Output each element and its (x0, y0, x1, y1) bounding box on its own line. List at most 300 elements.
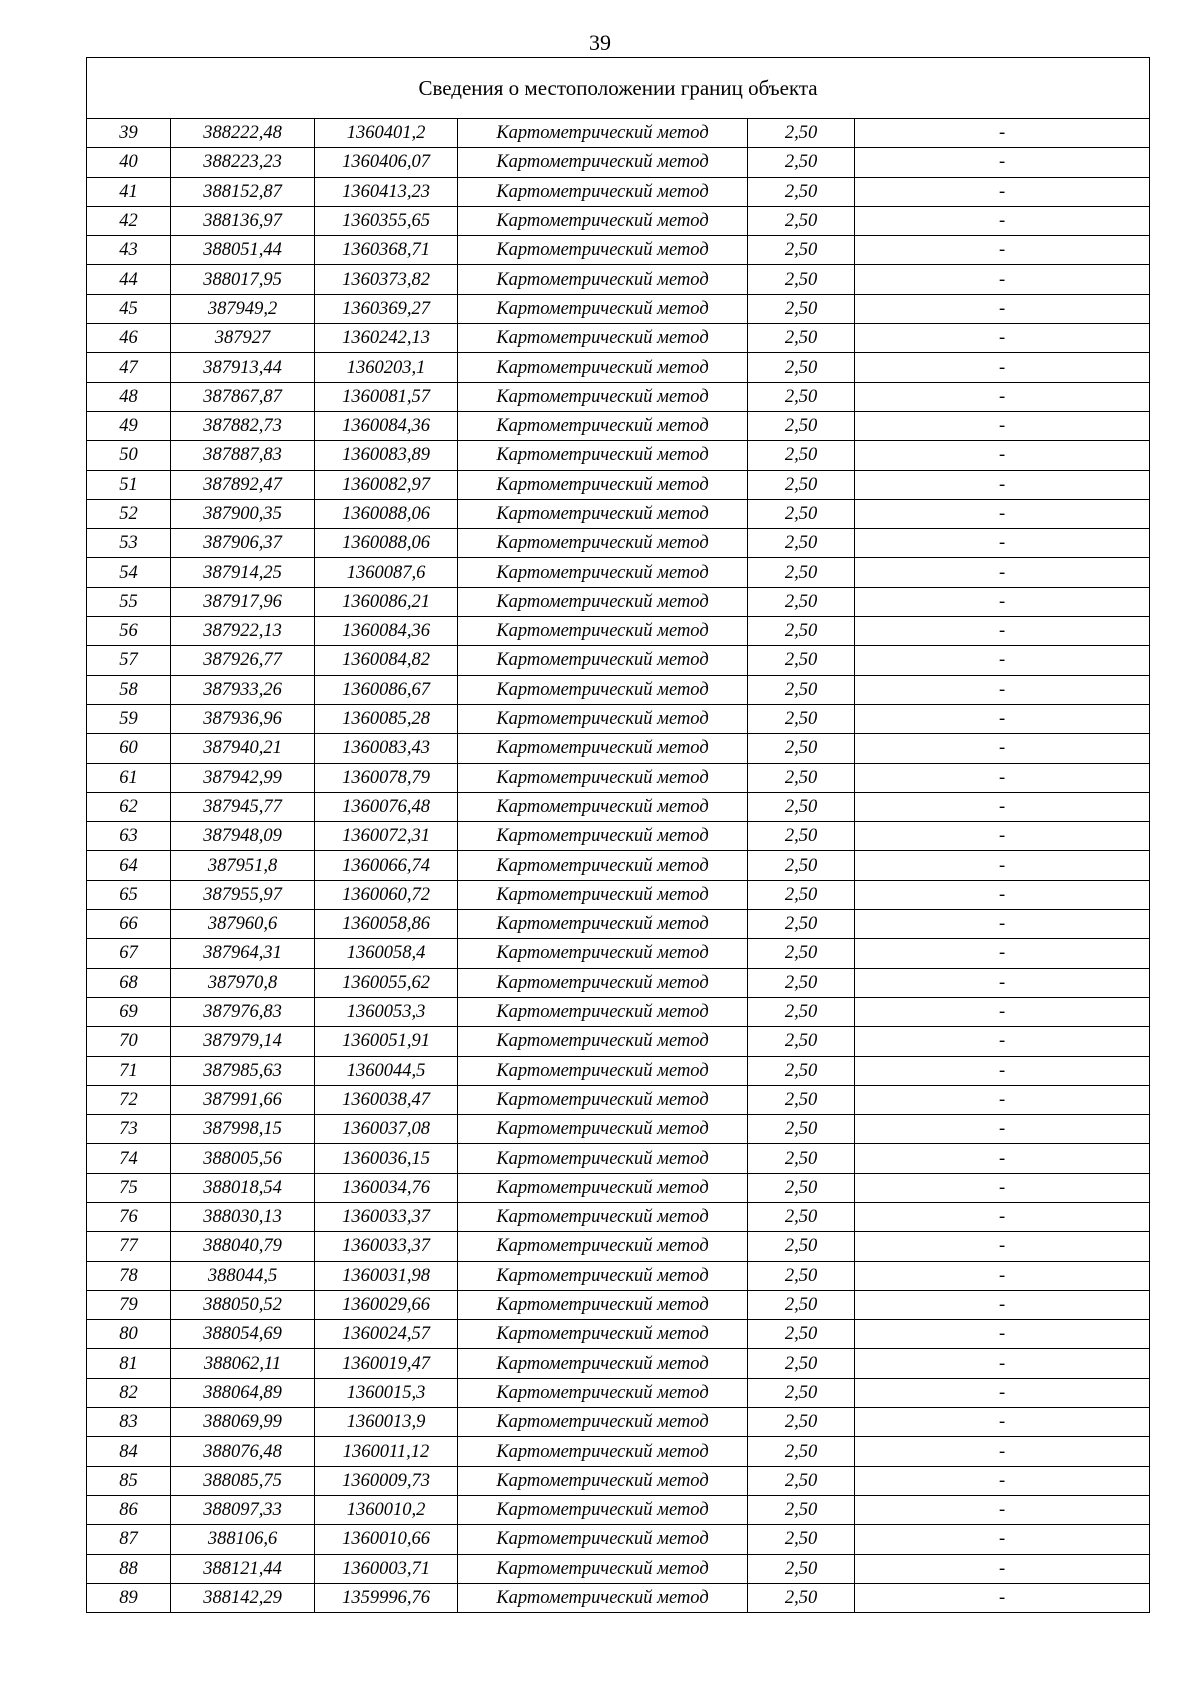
coordinate-y-cell: 1360058,4 (315, 939, 458, 968)
point-number-cell: 63 (87, 822, 171, 851)
table-row (87, 1525, 1150, 1554)
coordinate-y-cell: 1360060,72 (315, 880, 458, 909)
method-cell: Картометрический метод (458, 1173, 748, 1202)
point-number-cell: 43 (87, 236, 171, 265)
accuracy-cell: 2,50 (748, 1525, 855, 1554)
point-number-cell: 53 (87, 529, 171, 558)
accuracy-cell: 2,50 (748, 1115, 855, 1144)
coordinate-x-cell: 388018,54 (171, 1173, 315, 1202)
coordinate-y-cell: 1360009,73 (315, 1466, 458, 1495)
coordinate-y-cell: 1360033,37 (315, 1232, 458, 1261)
note-cell: - (855, 734, 1150, 763)
coordinate-x-cell: 388040,79 (171, 1232, 315, 1261)
method-cell: Картометрический метод (458, 997, 748, 1026)
method-cell: Картометрический метод (458, 265, 748, 294)
point-number-cell: 51 (87, 470, 171, 499)
method-cell: Картометрический метод (458, 1378, 748, 1407)
point-number-cell: 86 (87, 1495, 171, 1524)
coordinate-y-cell: 1360011,12 (315, 1437, 458, 1466)
note-cell: - (855, 1466, 1150, 1495)
boundary-coordinates-table (86, 57, 1150, 1613)
method-cell: Картометрический метод (458, 968, 748, 997)
table-row (87, 675, 1150, 704)
point-number-cell: 82 (87, 1378, 171, 1407)
coordinate-x-cell: 388050,52 (171, 1290, 315, 1319)
note-cell: - (855, 529, 1150, 558)
accuracy-cell: 2,50 (748, 1408, 855, 1437)
accuracy-cell: 2,50 (748, 1056, 855, 1085)
coordinate-x-cell: 388030,13 (171, 1202, 315, 1231)
table-row (87, 617, 1150, 646)
accuracy-cell: 2,50 (748, 470, 855, 499)
coordinate-x-cell: 388064,89 (171, 1378, 315, 1407)
accuracy-cell: 2,50 (748, 1232, 855, 1261)
coordinate-x-cell: 387964,31 (171, 939, 315, 968)
accuracy-cell: 2,50 (748, 617, 855, 646)
table-row (87, 646, 1150, 675)
point-number-cell: 58 (87, 675, 171, 704)
accuracy-cell: 2,50 (748, 558, 855, 587)
accuracy-cell: 2,50 (748, 910, 855, 939)
table-row (87, 441, 1150, 470)
coordinate-y-cell: 1360058,86 (315, 910, 458, 939)
coordinate-y-cell: 1360034,76 (315, 1173, 458, 1202)
note-cell: - (855, 558, 1150, 587)
coordinate-x-cell: 388051,44 (171, 236, 315, 265)
table-row (87, 1085, 1150, 1114)
point-number-cell: 88 (87, 1554, 171, 1583)
note-cell: - (855, 851, 1150, 880)
coordinate-y-cell: 1360203,1 (315, 353, 458, 382)
method-cell: Картометрический метод (458, 1525, 748, 1554)
coordinate-x-cell: 387970,8 (171, 968, 315, 997)
point-number-cell: 69 (87, 997, 171, 1026)
coordinate-x-cell: 388222,48 (171, 119, 315, 148)
accuracy-cell: 2,50 (748, 1290, 855, 1319)
method-cell: Картометрический метод (458, 851, 748, 880)
method-cell: Картометрический метод (458, 1056, 748, 1085)
coordinate-y-cell: 1360368,71 (315, 236, 458, 265)
note-cell: - (855, 617, 1150, 646)
coordinate-y-cell: 1360242,13 (315, 324, 458, 353)
table-row (87, 1349, 1150, 1378)
accuracy-cell: 2,50 (748, 1085, 855, 1114)
point-number-cell: 55 (87, 587, 171, 616)
table-row (87, 1027, 1150, 1056)
note-cell: - (855, 997, 1150, 1026)
accuracy-cell: 2,50 (748, 177, 855, 206)
point-number-cell: 65 (87, 880, 171, 909)
note-cell: - (855, 265, 1150, 294)
coordinate-x-cell: 387991,66 (171, 1085, 315, 1114)
coordinate-y-cell: 1360044,5 (315, 1056, 458, 1085)
method-cell: Картометрический метод (458, 763, 748, 792)
point-number-cell: 57 (87, 646, 171, 675)
accuracy-cell: 2,50 (748, 148, 855, 177)
point-number-cell: 40 (87, 148, 171, 177)
coordinate-x-cell: 388076,48 (171, 1437, 315, 1466)
note-cell: - (855, 910, 1150, 939)
note-cell: - (855, 1085, 1150, 1114)
coordinate-x-cell: 388044,5 (171, 1261, 315, 1290)
coordinate-x-cell: 387926,77 (171, 646, 315, 675)
point-number-cell: 75 (87, 1173, 171, 1202)
boundary-table-container (86, 57, 1149, 1613)
accuracy-cell: 2,50 (748, 880, 855, 909)
note-cell: - (855, 1408, 1150, 1437)
note-cell: - (855, 1437, 1150, 1466)
accuracy-cell: 2,50 (748, 1378, 855, 1407)
note-cell: - (855, 382, 1150, 411)
note-cell: - (855, 1232, 1150, 1261)
point-number-cell: 70 (87, 1027, 171, 1056)
coordinate-y-cell: 1360369,27 (315, 294, 458, 323)
point-number-cell: 47 (87, 353, 171, 382)
coordinate-x-cell: 387887,83 (171, 441, 315, 470)
coordinate-x-cell: 387945,77 (171, 792, 315, 821)
note-cell: - (855, 880, 1150, 909)
accuracy-cell: 2,50 (748, 675, 855, 704)
coordinate-y-cell: 1360082,97 (315, 470, 458, 499)
point-number-cell: 83 (87, 1408, 171, 1437)
method-cell: Картометрический метод (458, 1583, 748, 1612)
note-cell: - (855, 470, 1150, 499)
method-cell: Картометрический метод (458, 1085, 748, 1114)
method-cell: Картометрический метод (458, 880, 748, 909)
method-cell: Картометрический метод (458, 529, 748, 558)
note-cell: - (855, 939, 1150, 968)
coordinate-x-cell: 387927 (171, 324, 315, 353)
coordinate-y-cell: 1360051,91 (315, 1027, 458, 1056)
table-row (87, 353, 1150, 382)
method-cell: Картометрический метод (458, 1027, 748, 1056)
note-cell: - (855, 1144, 1150, 1173)
point-number-cell: 46 (87, 324, 171, 353)
point-number-cell: 76 (87, 1202, 171, 1231)
point-number-cell: 71 (87, 1056, 171, 1085)
point-number-cell: 66 (87, 910, 171, 939)
table-title: Сведения о местоположении границ объекта (87, 58, 1150, 119)
coordinate-x-cell: 388005,56 (171, 1144, 315, 1173)
point-number-cell: 72 (87, 1085, 171, 1114)
point-number-cell: 61 (87, 763, 171, 792)
point-number-cell: 89 (87, 1583, 171, 1612)
coordinate-x-cell: 387998,15 (171, 1115, 315, 1144)
coordinate-y-cell: 1360019,47 (315, 1349, 458, 1378)
point-number-cell: 56 (87, 617, 171, 646)
coordinate-y-cell: 1360010,66 (315, 1525, 458, 1554)
coordinate-x-cell: 388152,87 (171, 177, 315, 206)
accuracy-cell: 2,50 (748, 1202, 855, 1231)
point-number-cell: 49 (87, 411, 171, 440)
coordinate-y-cell: 1360084,36 (315, 411, 458, 440)
method-cell: Картометрический метод (458, 1437, 748, 1466)
note-cell: - (855, 1115, 1150, 1144)
method-cell: Картометрический метод (458, 1202, 748, 1231)
accuracy-cell: 2,50 (748, 499, 855, 528)
method-cell: Картометрический метод (458, 646, 748, 675)
point-number-cell: 81 (87, 1349, 171, 1378)
accuracy-cell: 2,50 (748, 646, 855, 675)
note-cell: - (855, 1173, 1150, 1202)
table-row (87, 822, 1150, 851)
coordinate-y-cell: 1360055,62 (315, 968, 458, 997)
note-cell: - (855, 792, 1150, 821)
note-cell: - (855, 1349, 1150, 1378)
coordinate-x-cell: 387948,09 (171, 822, 315, 851)
method-cell: Картометрический метод (458, 675, 748, 704)
note-cell: - (855, 1525, 1150, 1554)
table-row (87, 499, 1150, 528)
coordinate-y-cell: 1360038,47 (315, 1085, 458, 1114)
table-row (87, 1437, 1150, 1466)
note-cell: - (855, 1202, 1150, 1231)
accuracy-cell: 2,50 (748, 1349, 855, 1378)
table-row (87, 1466, 1150, 1495)
point-number-cell: 50 (87, 441, 171, 470)
method-cell: Картометрический метод (458, 558, 748, 587)
accuracy-cell: 2,50 (748, 1144, 855, 1173)
coordinate-y-cell: 1360083,89 (315, 441, 458, 470)
point-number-cell: 52 (87, 499, 171, 528)
accuracy-cell: 2,50 (748, 382, 855, 411)
note-cell: - (855, 587, 1150, 616)
coordinate-x-cell: 387933,26 (171, 675, 315, 704)
note-cell: - (855, 646, 1150, 675)
table-row (87, 324, 1150, 353)
accuracy-cell: 2,50 (748, 792, 855, 821)
coordinate-x-cell: 387867,87 (171, 382, 315, 411)
point-number-cell: 39 (87, 119, 171, 148)
accuracy-cell: 2,50 (748, 206, 855, 235)
accuracy-cell: 2,50 (748, 1495, 855, 1524)
coordinate-x-cell: 387914,25 (171, 558, 315, 587)
point-number-cell: 44 (87, 265, 171, 294)
table-row (87, 119, 1150, 148)
table-row (87, 1261, 1150, 1290)
note-cell: - (855, 1495, 1150, 1524)
accuracy-cell: 2,50 (748, 441, 855, 470)
table-row (87, 148, 1150, 177)
method-cell: Картометрический метод (458, 1261, 748, 1290)
method-cell: Картометрический метод (458, 441, 748, 470)
coordinate-x-cell: 387917,96 (171, 587, 315, 616)
table-row (87, 1056, 1150, 1085)
table-row (87, 851, 1150, 880)
coordinate-x-cell: 387892,47 (171, 470, 315, 499)
table-row (87, 997, 1150, 1026)
method-cell: Картометрический метод (458, 148, 748, 177)
method-cell: Картометрический метод (458, 499, 748, 528)
coordinate-x-cell: 388223,23 (171, 148, 315, 177)
coordinate-y-cell: 1360373,82 (315, 265, 458, 294)
note-cell: - (855, 294, 1150, 323)
coordinate-x-cell: 387985,63 (171, 1056, 315, 1085)
note-cell: - (855, 1320, 1150, 1349)
method-cell: Картометрический метод (458, 177, 748, 206)
table-caption-row (87, 58, 1150, 119)
coordinate-y-cell: 1360024,57 (315, 1320, 458, 1349)
table-row (87, 1232, 1150, 1261)
coordinate-x-cell: 387913,44 (171, 353, 315, 382)
note-cell: - (855, 1290, 1150, 1319)
table-body (87, 119, 1150, 1613)
point-number-cell: 54 (87, 558, 171, 587)
accuracy-cell: 2,50 (748, 236, 855, 265)
accuracy-cell: 2,50 (748, 587, 855, 616)
note-cell: - (855, 763, 1150, 792)
table-row (87, 1554, 1150, 1583)
method-cell: Картометрический метод (458, 1320, 748, 1349)
coordinate-x-cell: 388142,29 (171, 1583, 315, 1612)
accuracy-cell: 2,50 (748, 1466, 855, 1495)
accuracy-cell: 2,50 (748, 1437, 855, 1466)
note-cell: - (855, 177, 1150, 206)
coordinate-x-cell: 387940,21 (171, 734, 315, 763)
coordinate-x-cell: 387951,8 (171, 851, 315, 880)
accuracy-cell: 2,50 (748, 119, 855, 148)
table-row (87, 177, 1150, 206)
table-row (87, 558, 1150, 587)
table-row (87, 1202, 1150, 1231)
point-number-cell: 42 (87, 206, 171, 235)
method-cell: Картометрический метод (458, 704, 748, 733)
table-row (87, 1378, 1150, 1407)
coordinate-y-cell: 1360036,15 (315, 1144, 458, 1173)
coordinate-x-cell: 388085,75 (171, 1466, 315, 1495)
point-number-cell: 80 (87, 1320, 171, 1349)
coordinate-x-cell: 387906,37 (171, 529, 315, 558)
coordinate-y-cell: 1360053,3 (315, 997, 458, 1026)
point-number-cell: 41 (87, 177, 171, 206)
table-row (87, 939, 1150, 968)
accuracy-cell: 2,50 (748, 1261, 855, 1290)
table-row (87, 206, 1150, 235)
table-row (87, 792, 1150, 821)
note-cell: - (855, 1056, 1150, 1085)
page-number: 39 (589, 30, 611, 55)
coordinate-y-cell: 1360086,67 (315, 675, 458, 704)
method-cell: Картометрический метод (458, 1290, 748, 1319)
coordinate-y-cell: 1360033,37 (315, 1202, 458, 1231)
point-number-cell: 85 (87, 1466, 171, 1495)
method-cell: Картометрический метод (458, 294, 748, 323)
coordinate-x-cell: 387955,97 (171, 880, 315, 909)
table-row (87, 470, 1150, 499)
accuracy-cell: 2,50 (748, 997, 855, 1026)
coordinate-y-cell: 1360084,36 (315, 617, 458, 646)
table-row (87, 968, 1150, 997)
note-cell: - (855, 236, 1150, 265)
point-number-cell: 68 (87, 968, 171, 997)
note-cell: - (855, 324, 1150, 353)
point-number-cell: 62 (87, 792, 171, 821)
table-row (87, 1173, 1150, 1202)
coordinate-x-cell: 387942,99 (171, 763, 315, 792)
method-cell: Картометрический метод (458, 470, 748, 499)
method-cell: Картометрический метод (458, 1495, 748, 1524)
coordinate-x-cell: 387922,13 (171, 617, 315, 646)
method-cell: Картометрический метод (458, 324, 748, 353)
coordinate-x-cell: 388121,44 (171, 1554, 315, 1583)
method-cell: Картометрический метод (458, 1466, 748, 1495)
table-row (87, 294, 1150, 323)
coordinate-x-cell: 387949,2 (171, 294, 315, 323)
point-number-cell: 77 (87, 1232, 171, 1261)
coordinate-y-cell: 1360083,43 (315, 734, 458, 763)
table-row (87, 1320, 1150, 1349)
note-cell: - (855, 411, 1150, 440)
coordinate-x-cell: 387979,14 (171, 1027, 315, 1056)
method-cell: Картометрический метод (458, 382, 748, 411)
note-cell: - (855, 206, 1150, 235)
accuracy-cell: 2,50 (748, 822, 855, 851)
note-cell: - (855, 822, 1150, 851)
coordinate-y-cell: 1360413,23 (315, 177, 458, 206)
coordinate-y-cell: 1360406,07 (315, 148, 458, 177)
method-cell: Картометрический метод (458, 910, 748, 939)
coordinate-y-cell: 1360087,6 (315, 558, 458, 587)
method-cell: Картометрический метод (458, 206, 748, 235)
note-cell: - (855, 441, 1150, 470)
table-row (87, 265, 1150, 294)
point-number-cell: 60 (87, 734, 171, 763)
point-number-cell: 79 (87, 1290, 171, 1319)
method-cell: Картометрический метод (458, 822, 748, 851)
table-row (87, 763, 1150, 792)
coordinate-y-cell: 1360085,28 (315, 704, 458, 733)
accuracy-cell: 2,50 (748, 1583, 855, 1612)
accuracy-cell: 2,50 (748, 1027, 855, 1056)
accuracy-cell: 2,50 (748, 734, 855, 763)
method-cell: Картометрический метод (458, 587, 748, 616)
method-cell: Картометрический метод (458, 1144, 748, 1173)
method-cell: Картометрический метод (458, 1232, 748, 1261)
accuracy-cell: 2,50 (748, 968, 855, 997)
table-row (87, 382, 1150, 411)
accuracy-cell: 2,50 (748, 1554, 855, 1583)
coordinate-y-cell: 1360013,9 (315, 1408, 458, 1437)
coordinate-y-cell: 1360355,65 (315, 206, 458, 235)
accuracy-cell: 2,50 (748, 294, 855, 323)
accuracy-cell: 2,50 (748, 1173, 855, 1202)
coordinate-x-cell: 388097,33 (171, 1495, 315, 1524)
coordinate-y-cell: 1360010,2 (315, 1495, 458, 1524)
note-cell: - (855, 675, 1150, 704)
coordinate-y-cell: 1360078,79 (315, 763, 458, 792)
table-row (87, 704, 1150, 733)
point-number-cell: 73 (87, 1115, 171, 1144)
note-cell: - (855, 1378, 1150, 1407)
point-number-cell: 84 (87, 1437, 171, 1466)
coordinate-x-cell: 388062,11 (171, 1349, 315, 1378)
note-cell: - (855, 1261, 1150, 1290)
coordinate-y-cell: 1360076,48 (315, 792, 458, 821)
coordinate-y-cell: 1360088,06 (315, 499, 458, 528)
coordinate-y-cell: 1360029,66 (315, 1290, 458, 1319)
table-row (87, 529, 1150, 558)
note-cell: - (855, 119, 1150, 148)
note-cell: - (855, 353, 1150, 382)
method-cell: Картометрический метод (458, 939, 748, 968)
point-number-cell: 59 (87, 704, 171, 733)
coordinate-x-cell: 387882,73 (171, 411, 315, 440)
coordinate-x-cell: 388069,99 (171, 1408, 315, 1437)
method-cell: Картометрический метод (458, 792, 748, 821)
table-row (87, 411, 1150, 440)
coordinate-y-cell: 1359996,76 (315, 1583, 458, 1612)
table-row (87, 236, 1150, 265)
